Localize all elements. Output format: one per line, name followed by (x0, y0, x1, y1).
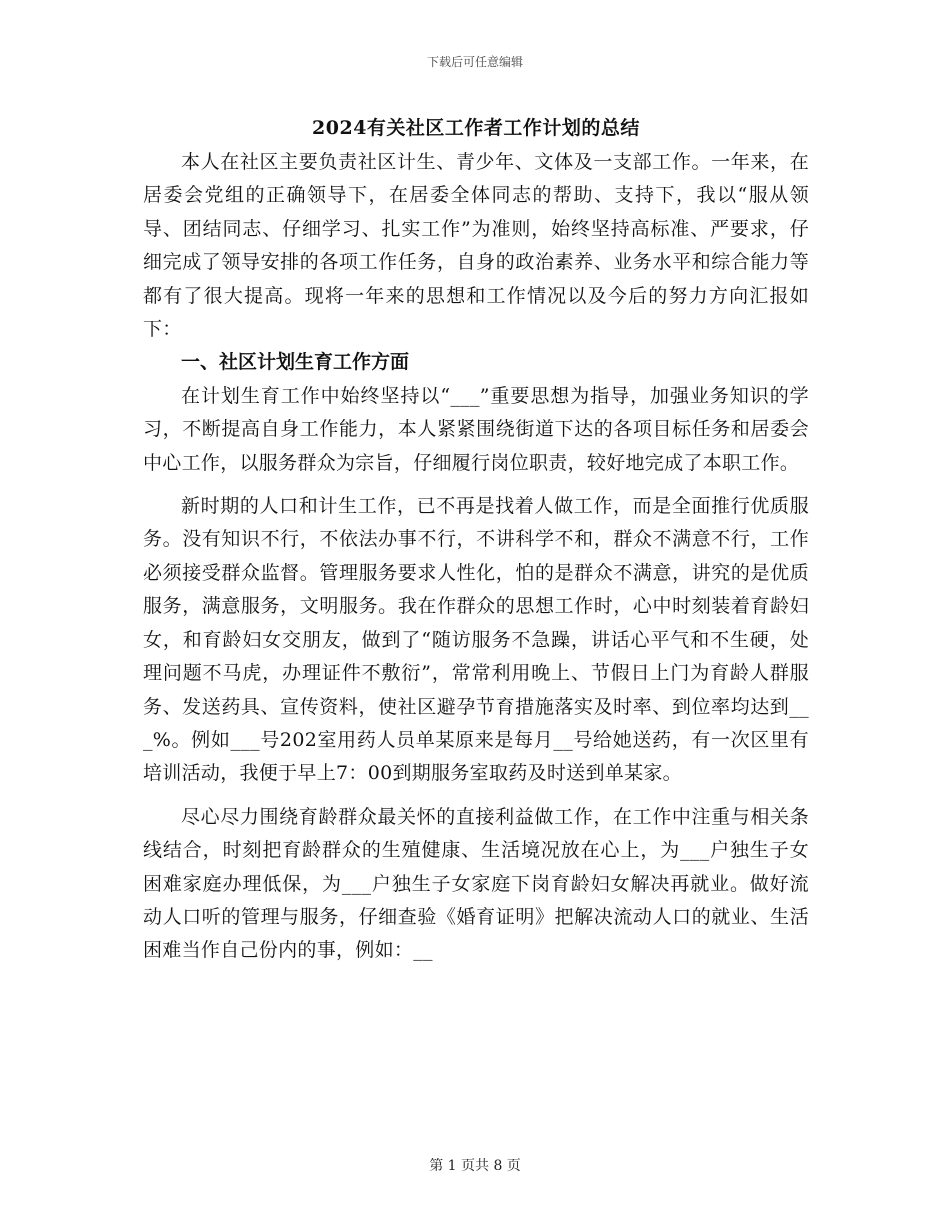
document-title: 2024有关社区工作者工作计划的总结 (312, 117, 640, 139)
paragraph-spacer (143, 480, 809, 490)
paragraph-direct-interests: 尽心尽力围绕育龄群众最关怀的直接利益做工作，在工作中注重与相关条线结合，时刻把育龄群众的生殖健康、生活境况放在心上，为___户独生子女困难家庭办理低保，为___户独生子女家庭下岗育龄妇女解决再就业。做好流动人口听的管理与服务，仔细查验《婚育证明》把解决流动人口的就业、生活困难当作自己份内的事，例如：__ (143, 805, 809, 962)
header-note: 下载后可任意编辑 (426, 55, 523, 69)
paragraph-new-era-service: 新时期的人口和计生工作，已不再是找着人做工作，而是全面推行优质服务。没有知识不行，不依法办事不行，不讲科学不和，群众不满意不行，工作必须接受群众监督。管理服务要求人性化，怕的是群众不满意，讲究的是优质服务，满意服务，文明服务。我在作群众的思想工作时，心中时刻装着育龄妇女，和育龄妇女交朋友，做到了“随访服务不急躁，讲话心平气和不生硬，处理问题不马虎，办理证件不敷衍”，常常利用晚上、节假日上门为育龄人群服务、发送药具、宣传资料，使社区避孕节育措施落实及时率、到位率均达到___%。例如___号202室用药人员单某原来是每月__号给她送药，有一次区里有培训活动，我便于早上7：00到期服务室取药及时送到单某家。 (143, 495, 809, 785)
paragraph-spacer (143, 791, 809, 801)
page-number-footer: 第 1 页共 8 页 (429, 1158, 521, 1174)
section-heading-family-planning: 一、社区计划生育工作方面 (181, 351, 410, 374)
paragraph-intro: 本人在社区主要负责社区计生、青少年、文体及一支部工作。一年来，在居委会党组的正确领导下，在居委全体同志的帮助、支持下，我以“服从领导、团结同志、仔细学习、扎实工作”为准则，始终坚持高标准、严要求，仔细完成了领导安排的各项工作任务，自身的政治素养、业务水平和综合能力等都有了很大提高。现将一年来的思想和工作情况以及今后的努力方向汇报如下： (143, 151, 809, 341)
document-body (143, 111, 809, 968)
paragraph-guiding-thought: 在计划生育工作中始终坚持以“___”重要思想为指导，加强业务知识的学习，不断提高自身工作能力，本人紧紧围绕街道下达的各项目标任务和居委会中心工作，以服务群众为宗旨，仔细履行岗位职责，较好地完成了本职工作。 (143, 384, 809, 474)
